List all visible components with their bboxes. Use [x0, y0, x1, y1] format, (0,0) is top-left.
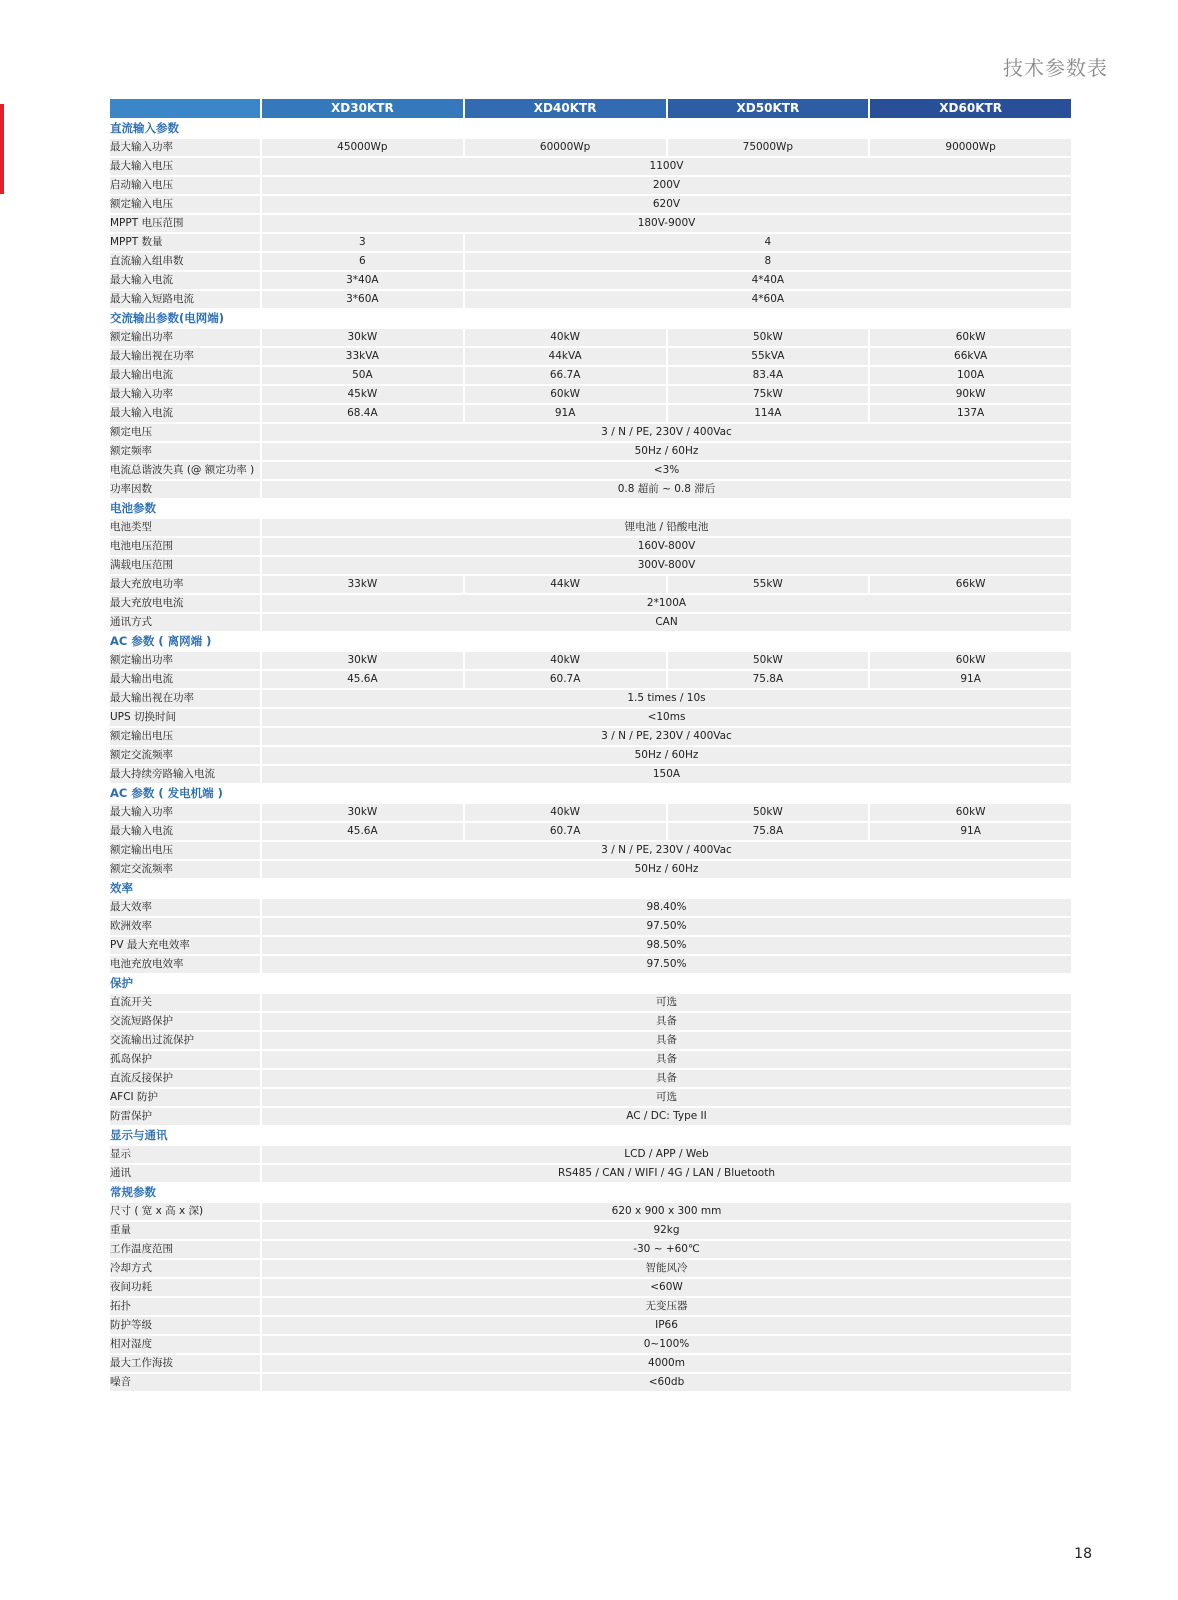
row-label: 最大输入功率 — [110, 139, 260, 156]
section-header — [110, 120, 1071, 137]
cell-value: 91A — [465, 405, 666, 422]
row-label: 最大输出电流 — [110, 671, 260, 688]
table-row — [110, 329, 1071, 346]
table-row — [110, 728, 1071, 745]
cell-value: 75.8A — [668, 823, 869, 840]
cell-value: 3 / N / PE, 230V / 400Vac — [262, 424, 1071, 441]
spec-table — [108, 97, 1073, 1393]
cell-value: 3*40A — [262, 272, 463, 289]
section-title: 效率 — [110, 880, 1071, 897]
row-label: 孤岛保护 — [110, 1051, 260, 1068]
table-row — [110, 614, 1071, 631]
cell-value: 2*100A — [262, 595, 1071, 612]
cell-value: 90kW — [870, 386, 1071, 403]
row-label: 额定频率 — [110, 443, 260, 460]
row-label: 直流反接保护 — [110, 1070, 260, 1087]
row-label: 拓扑 — [110, 1298, 260, 1315]
table-row — [110, 1374, 1071, 1391]
table-row — [110, 994, 1071, 1011]
cell-value: 92kg — [262, 1222, 1071, 1239]
cell-value: 44kW — [465, 576, 666, 593]
cell-value: 0~100% — [262, 1336, 1071, 1353]
table-row — [110, 443, 1071, 460]
table-row — [110, 690, 1071, 707]
cell-value: CAN — [262, 614, 1071, 631]
table-row — [110, 1260, 1071, 1277]
table-row — [110, 291, 1071, 308]
section-header — [110, 1127, 1071, 1144]
cell-value: 97.50% — [262, 956, 1071, 973]
table-row — [110, 1241, 1071, 1258]
table-row — [110, 1355, 1071, 1372]
row-label: 启动输入电压 — [110, 177, 260, 194]
row-label: 额定交流频率 — [110, 861, 260, 878]
table-row — [110, 367, 1071, 384]
page-number: 18 — [1074, 1546, 1092, 1562]
row-label: 最大充放电功率 — [110, 576, 260, 593]
row-label: 冷却方式 — [110, 1260, 260, 1277]
cell-value: 60kW — [870, 652, 1071, 669]
cell-value: 30kW — [262, 329, 463, 346]
row-label: 重量 — [110, 1222, 260, 1239]
cell-value: 40kW — [465, 804, 666, 821]
cell-value: 4000m — [262, 1355, 1071, 1372]
row-label: 噪音 — [110, 1374, 260, 1391]
cell-value: 50kW — [668, 329, 869, 346]
section-header — [110, 785, 1071, 802]
cell-value: 1.5 times / 10s — [262, 690, 1071, 707]
table-row — [110, 196, 1071, 213]
row-label: 显示 — [110, 1146, 260, 1163]
cell-value: 98.50% — [262, 937, 1071, 954]
cell-value: -30 ~ +60℃ — [262, 1241, 1071, 1258]
table-row — [110, 842, 1071, 859]
cell-value: 66kVA — [870, 348, 1071, 365]
cell-value: 98.40% — [262, 899, 1071, 916]
section-title: 电池参数 — [110, 500, 1071, 517]
cell-value: 具备 — [262, 1013, 1071, 1030]
cell-value: 40kW — [465, 329, 666, 346]
section-header — [110, 1184, 1071, 1201]
cell-value: <60W — [262, 1279, 1071, 1296]
cell-value: 137A — [870, 405, 1071, 422]
section-title: 常规参数 — [110, 1184, 1071, 1201]
cell-value: RS485 / CAN / WIFI / 4G / LAN / Bluetooth — [262, 1165, 1071, 1182]
table-row — [110, 1336, 1071, 1353]
cell-value: 60.7A — [465, 671, 666, 688]
cell-value: 可选 — [262, 994, 1071, 1011]
row-label: AFCI 防护 — [110, 1089, 260, 1106]
table-row — [110, 462, 1071, 479]
section-title: AC 参数 ( 发电机端 ) — [110, 785, 1071, 802]
row-label: 额定电压 — [110, 424, 260, 441]
section-header — [110, 310, 1071, 327]
cell-value: 8 — [465, 253, 1071, 270]
table-row — [110, 177, 1071, 194]
cell-value: 91A — [870, 823, 1071, 840]
table-row — [110, 918, 1071, 935]
table-row — [110, 1032, 1071, 1049]
table-row — [110, 747, 1071, 764]
cell-value: 55kVA — [668, 348, 869, 365]
row-label: UPS 切换时间 — [110, 709, 260, 726]
table-row — [110, 595, 1071, 612]
cell-value: 50kW — [668, 652, 869, 669]
left-accent-bar — [0, 104, 4, 194]
row-label: PV 最大充电效率 — [110, 937, 260, 954]
row-label: 最大输入功率 — [110, 804, 260, 821]
cell-value: 3 / N / PE, 230V / 400Vac — [262, 842, 1071, 859]
cell-value: 60kW — [870, 329, 1071, 346]
cell-value: 具备 — [262, 1032, 1071, 1049]
cell-value: 3 — [262, 234, 463, 251]
table-row — [110, 405, 1071, 422]
row-label: 工作温度范围 — [110, 1241, 260, 1258]
section-header — [110, 500, 1071, 517]
row-label: 电池充放电效率 — [110, 956, 260, 973]
column-header-xd40ktr: XD40KTR — [465, 99, 666, 118]
row-label: 直流输入组串数 — [110, 253, 260, 270]
table-row — [110, 956, 1071, 973]
row-label: 通讯 — [110, 1165, 260, 1182]
cell-value: 1100V — [262, 158, 1071, 175]
table-row — [110, 1222, 1071, 1239]
cell-value: <60db — [262, 1374, 1071, 1391]
row-label: 通讯方式 — [110, 614, 260, 631]
cell-value: 6 — [262, 253, 463, 270]
cell-value: 3 / N / PE, 230V / 400Vac — [262, 728, 1071, 745]
cell-value: <3% — [262, 462, 1071, 479]
cell-value: 150A — [262, 766, 1071, 783]
section-title: 保护 — [110, 975, 1071, 992]
section-header — [110, 880, 1071, 897]
table-row — [110, 823, 1071, 840]
cell-value: 4 — [465, 234, 1071, 251]
row-label: 交流短路保护 — [110, 1013, 260, 1030]
cell-value: 45kW — [262, 386, 463, 403]
cell-value: 具备 — [262, 1070, 1071, 1087]
table-row — [110, 766, 1071, 783]
table-row — [110, 1317, 1071, 1334]
section-title: AC 参数 ( 离网端 ) — [110, 633, 1071, 650]
cell-value: 620V — [262, 196, 1071, 213]
cell-value: 75kW — [668, 386, 869, 403]
cell-value: 75.8A — [668, 671, 869, 688]
row-label: 尺寸 ( 宽 x 高 x 深) — [110, 1203, 260, 1220]
table-row — [110, 424, 1071, 441]
cell-value: 3*60A — [262, 291, 463, 308]
cell-value: 160V-800V — [262, 538, 1071, 555]
cell-value: 30kW — [262, 804, 463, 821]
spec-table-header — [110, 99, 1071, 118]
row-label: 额定输出电压 — [110, 842, 260, 859]
row-label: 最大输入短路电流 — [110, 291, 260, 308]
table-row — [110, 1108, 1071, 1125]
row-label: 满载电压范围 — [110, 557, 260, 574]
row-label: 欧洲效率 — [110, 918, 260, 935]
table-row — [110, 1165, 1071, 1182]
row-label: 额定交流频率 — [110, 747, 260, 764]
cell-value: 44kVA — [465, 348, 666, 365]
table-row — [110, 1279, 1071, 1296]
row-label: 交流输出过流保护 — [110, 1032, 260, 1049]
row-label: 额定输出功率 — [110, 652, 260, 669]
row-label: 额定输入电压 — [110, 196, 260, 213]
cell-value: 45.6A — [262, 671, 463, 688]
cell-value: 75000Wp — [668, 139, 869, 156]
cell-value: 91A — [870, 671, 1071, 688]
cell-value: 50Hz / 60Hz — [262, 747, 1071, 764]
cell-value: LCD / APP / Web — [262, 1146, 1071, 1163]
cell-value: 40kW — [465, 652, 666, 669]
section-header — [110, 975, 1071, 992]
cell-value: 180V-900V — [262, 215, 1071, 232]
spec-table-body — [110, 120, 1071, 1391]
column-header-xd50ktr: XD50KTR — [668, 99, 869, 118]
cell-value: 45000Wp — [262, 139, 463, 156]
row-label: 夜间功耗 — [110, 1279, 260, 1296]
row-label: 防雷保护 — [110, 1108, 260, 1125]
section-title: 交流输出参数(电网端) — [110, 310, 1071, 327]
table-row — [110, 576, 1071, 593]
table-row — [110, 557, 1071, 574]
row-label: 最大输入电流 — [110, 272, 260, 289]
cell-value: 83.4A — [668, 367, 869, 384]
row-label: 相对湿度 — [110, 1336, 260, 1353]
cell-value: AC / DC: Type II — [262, 1108, 1071, 1125]
page-title: 技术参数表 — [1003, 56, 1108, 80]
cell-value: 4*60A — [465, 291, 1071, 308]
row-label: 最大输出视在功率 — [110, 348, 260, 365]
row-label: 直流开关 — [110, 994, 260, 1011]
cell-value: 100A — [870, 367, 1071, 384]
cell-value: 60000Wp — [465, 139, 666, 156]
table-row — [110, 804, 1071, 821]
cell-value: 66.7A — [465, 367, 666, 384]
cell-value: 50kW — [668, 804, 869, 821]
row-label: MPPT 数量 — [110, 234, 260, 251]
cell-value: 90000Wp — [870, 139, 1071, 156]
cell-value: 锂电池 / 铅酸电池 — [262, 519, 1071, 536]
cell-value: 45.6A — [262, 823, 463, 840]
table-row — [110, 481, 1071, 498]
table-row — [110, 139, 1071, 156]
table-row — [110, 861, 1071, 878]
cell-value: 33kVA — [262, 348, 463, 365]
section-title: 显示与通讯 — [110, 1127, 1071, 1144]
cell-value: 200V — [262, 177, 1071, 194]
row-label: 防护等级 — [110, 1317, 260, 1334]
table-row — [110, 348, 1071, 365]
row-label: 电池类型 — [110, 519, 260, 536]
table-row — [110, 652, 1071, 669]
table-row — [110, 709, 1071, 726]
row-label: 最大效率 — [110, 899, 260, 916]
row-label: 最大持续旁路输入电流 — [110, 766, 260, 783]
cell-value: 55kW — [668, 576, 869, 593]
cell-value: 具备 — [262, 1051, 1071, 1068]
row-label: 额定输出电压 — [110, 728, 260, 745]
row-label: 最大输出视在功率 — [110, 690, 260, 707]
cell-value: 可选 — [262, 1089, 1071, 1106]
table-row — [110, 1146, 1071, 1163]
table-row — [110, 1298, 1071, 1315]
cell-value: 60kW — [870, 804, 1071, 821]
row-label: 最大输出电流 — [110, 367, 260, 384]
table-row — [110, 671, 1071, 688]
row-label: 最大输入功率 — [110, 386, 260, 403]
cell-value: 97.50% — [262, 918, 1071, 935]
cell-value: 620 x 900 x 300 mm — [262, 1203, 1071, 1220]
table-row — [110, 215, 1071, 232]
table-row — [110, 158, 1071, 175]
row-label: 额定输出功率 — [110, 329, 260, 346]
cell-value: 智能风冷 — [262, 1260, 1071, 1277]
header-corner — [110, 99, 260, 118]
cell-value: 114A — [668, 405, 869, 422]
cell-value: 300V-800V — [262, 557, 1071, 574]
row-label: 电池电压范围 — [110, 538, 260, 555]
table-row — [110, 272, 1071, 289]
cell-value: 无变压器 — [262, 1298, 1071, 1315]
cell-value: 4*40A — [465, 272, 1071, 289]
table-row — [110, 386, 1071, 403]
cell-value: 50Hz / 60Hz — [262, 443, 1071, 460]
table-row — [110, 899, 1071, 916]
row-label: 最大输入电流 — [110, 823, 260, 840]
column-header-xd60ktr: XD60KTR — [870, 99, 1071, 118]
table-row — [110, 937, 1071, 954]
section-title: 直流输入参数 — [110, 120, 1071, 137]
cell-value: 50Hz / 60Hz — [262, 861, 1071, 878]
cell-value: 50A — [262, 367, 463, 384]
table-row — [110, 1203, 1071, 1220]
row-label: 功率因数 — [110, 481, 260, 498]
cell-value: <10ms — [262, 709, 1071, 726]
cell-value: 0.8 超前 ~ 0.8 滞后 — [262, 481, 1071, 498]
cell-value: 68.4A — [262, 405, 463, 422]
cell-value: 66kW — [870, 576, 1071, 593]
row-label: MPPT 电压范围 — [110, 215, 260, 232]
cell-value: 30kW — [262, 652, 463, 669]
table-row — [110, 234, 1071, 251]
row-label: 最大输入电流 — [110, 405, 260, 422]
row-label: 最大充放电电流 — [110, 595, 260, 612]
column-header-xd30ktr: XD30KTR — [262, 99, 463, 118]
table-row — [110, 1089, 1071, 1106]
row-label: 最大工作海拔 — [110, 1355, 260, 1372]
cell-value: 60kW — [465, 386, 666, 403]
table-row — [110, 538, 1071, 555]
table-row — [110, 253, 1071, 270]
table-row — [110, 1013, 1071, 1030]
table-row — [110, 519, 1071, 536]
section-header — [110, 633, 1071, 650]
table-row — [110, 1070, 1071, 1087]
cell-value: 60.7A — [465, 823, 666, 840]
row-label: 最大输入电压 — [110, 158, 260, 175]
row-label: 电流总谐波失真 (@ 额定功率 ) — [110, 462, 260, 479]
cell-value: 33kW — [262, 576, 463, 593]
cell-value: IP66 — [262, 1317, 1071, 1334]
table-row — [110, 1051, 1071, 1068]
